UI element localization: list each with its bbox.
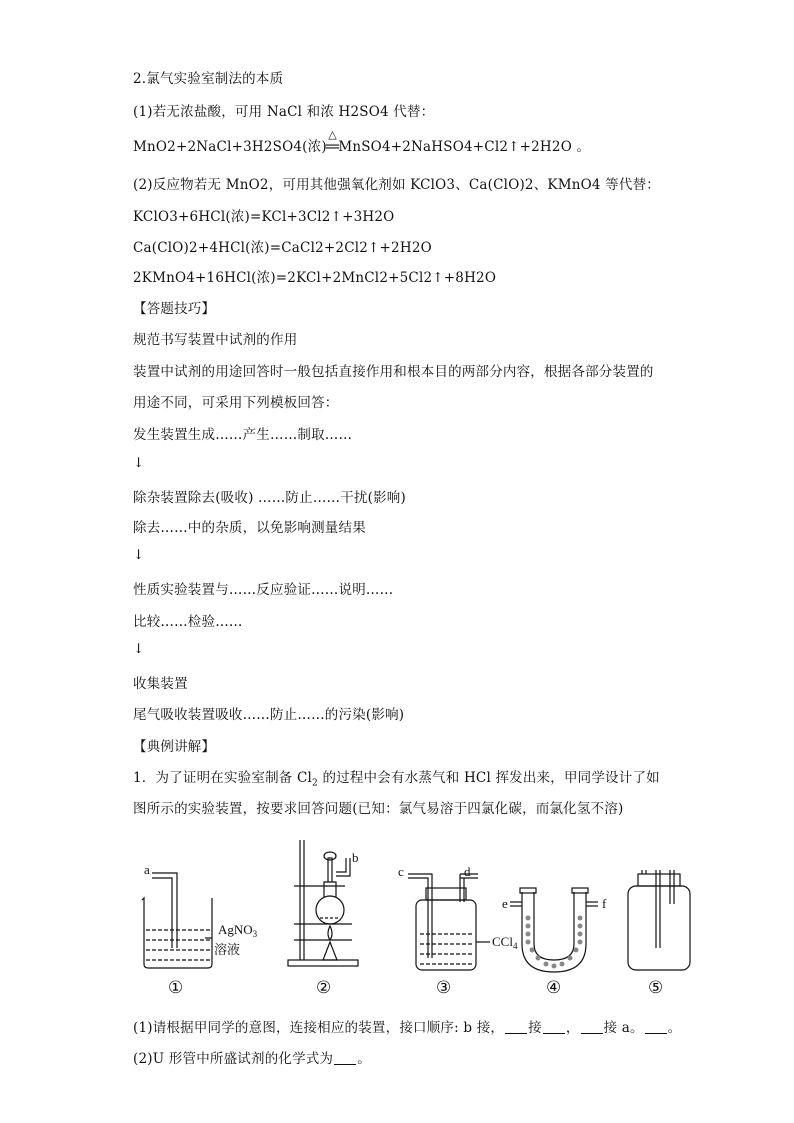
tips-title: 规范书写装置中试剂的作用 (133, 332, 298, 348)
blank-4[interactable] (645, 1021, 667, 1034)
template-step-3: 除去……中的杂质，以免影响测量结果 (133, 520, 366, 536)
arrow-1: ↓ (133, 455, 145, 471)
label-e: e (502, 896, 508, 911)
tips-body-1: 装置中试剂的用途回答时一般包括直接作用和根本目的两部分内容，根据各部分装置的 (133, 364, 654, 380)
label-c: c (398, 864, 404, 879)
equation-4: 2KMnO4+16HCl(浓)=2KCl+2MnCl2+5Cl2↑+8H2O (133, 270, 497, 286)
sub-question-2: (2)U 形管中所盛试剂的化学式为 。 (133, 1051, 371, 1067)
sub-question-1: (1)请根据甲同学的意图，连接相应的装置，接口顺序: b 接， 接 ， 接 a。 。 (133, 1020, 682, 1036)
section-title: 2.氯气实验室制法的本质 (133, 71, 284, 87)
label-b: b (352, 850, 359, 865)
blank-1[interactable] (505, 1021, 527, 1034)
equation-1 (133, 128, 591, 155)
apparatus-1-beaker (142, 873, 212, 968)
label-num-5: ⑤ (648, 978, 664, 998)
tips-heading: 【答题技巧】 (133, 301, 216, 317)
label-num-1: ① (168, 978, 184, 998)
question-text-2: 图所示的实验装置，按要求回答问题(已知：氯气易溶于四氯化碳，而氯化氢不溶) (133, 801, 624, 817)
template-step-6: 收集装置 (133, 676, 188, 692)
apparatus-4-u-tube (510, 888, 598, 972)
eq1-right: MnSO4+2NaHSO4+Cl2↑+2H2O 。 (338, 139, 591, 155)
apparatus-3-bottle (408, 874, 490, 970)
template-step-2: 除杂装置除去(吸收) ……防止……干扰(影响) (133, 490, 406, 506)
template-step-5: 比较……检验…… (133, 614, 243, 630)
eq1-sign: △ = (323, 128, 342, 155)
label-num-3: ③ (436, 978, 452, 998)
label-agno3: AgNO$_3$ (218, 922, 258, 939)
arrow-2: ↓ (133, 547, 145, 563)
label-d: d (464, 864, 471, 879)
template-step-1: 发生装置生成……产生……制取…… (133, 427, 353, 443)
arrow-3: ↓ (133, 641, 145, 657)
template-step-4: 性质实验装置与……反应验证……说明…… (133, 582, 394, 598)
blank-5[interactable] (334, 1052, 356, 1065)
apparatus-2-generator (288, 840, 358, 966)
blank-3[interactable] (581, 1021, 603, 1034)
equation-3: Ca(ClO)2+4HCl(浓)=CaCl2+2Cl2↑+2H2O (133, 240, 432, 256)
label-f: f (602, 896, 607, 911)
label-num-2: ② (316, 978, 332, 998)
apparatus-5-bottle (628, 870, 690, 970)
label-ccl4: CCl$_4$ (492, 934, 518, 951)
template-step-7: 尾气吸收装置吸收……防止……的污染(影响) (133, 707, 405, 723)
apparatus-diagram (130, 830, 700, 1000)
label-solution: 溶液 (214, 942, 241, 957)
label-num-4: ④ (546, 978, 562, 998)
eq1-left: MnO2+2NaCl+3H2SO4(浓) (133, 139, 327, 155)
example-heading: 【典例讲解】 (133, 739, 216, 755)
blank-2[interactable] (543, 1021, 565, 1034)
question-text-1: 1．为了证明在实验室制备 $Cl_2$ 的过程中会有水蒸气和 HCl 挥发出来，甲同学设计了如 (133, 770, 660, 789)
tips-body-2: 用途不同，可采用下列模板回答： (133, 395, 339, 411)
paragraph-2: (2)反应物若无 MnO2，可用其他强氧化剂如 KClO3、Ca(ClO)2、KMnO4 等代替： (133, 177, 660, 193)
heat-symbol: △ (328, 128, 337, 141)
label-a: a (144, 862, 150, 877)
paragraph-1: (1)若无浓盐酸，可用 NaCl 和浓 H2SO4 代替： (133, 104, 435, 120)
equation-2: KClO3+6HCl(浓)=KCl+3Cl2↑+3H2O (133, 209, 395, 225)
